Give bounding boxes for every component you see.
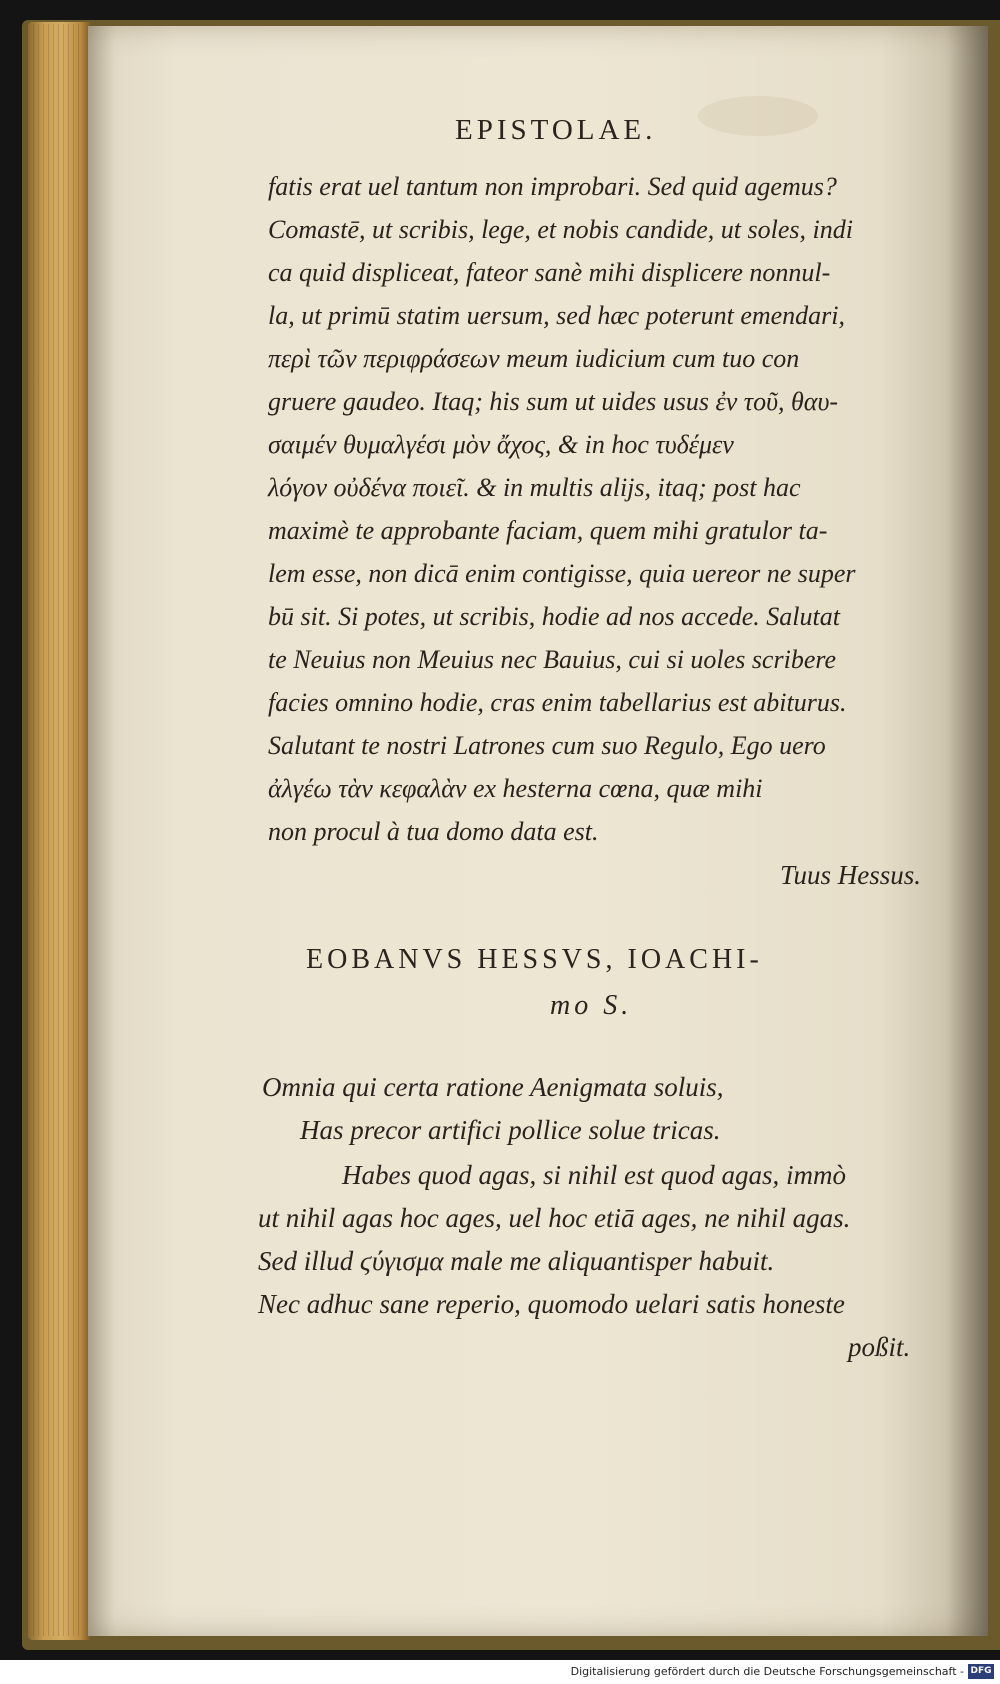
letter-line: σαιμέν θυμαλγέσι μὸν ἄχος, & in hoc τυδέμεν [268,430,734,459]
letter-line: te Neuius non Meuius nec Bauius, cui si uoles scribere [268,645,837,674]
letter-line: ἀλγέω τὰν κεφαλὰν ex hesterna cœna, quæ mihi [268,774,763,803]
letter-line: fatis erat uel tantum non improbari. Sed quid agemus? [268,172,837,201]
footer-credit: Digitalisierung gefördert durch die Deutsche Forschungsgemeinschaft - [570,1665,964,1678]
letter-line: λόγον οὐδένα ποιεῖ. & in multis alijs, itaq; post hac [268,473,801,502]
prose-line: Sed illud ϛύγισμα male me aliquantisper habuit. [258,1246,775,1276]
prose-line: Nec adhuc sane reperio, quomodo uelari satis honeste [258,1289,845,1319]
letter-line: ca quid displiceat, fateor sanè mihi displicere nonnul- [268,258,831,287]
letter-line: bū sit. Si potes, ut scribis, hodie ad nos accede. Salutat [268,602,840,631]
page-edge-lines [33,24,83,1636]
prose-line: Habes quod agas, si nihil est quod agas, immò [342,1160,847,1190]
letter-heading: EOBANVS HESSVS, IOACHI- [306,944,763,975]
letter-line: non procul à tua domo data est. [268,817,599,846]
letter-line: la, ut primū statim uersum, sed hæc poterunt emendari, [268,301,846,330]
letter-heading-continued: mo S. [550,990,633,1021]
running-header: EPISTOLAE. [455,114,657,146]
verse-line: Has precor artifici pollice solue tricas. [300,1115,721,1145]
letter-line: Salutant te nostri Latrones cum suo Regulo, Ego uero [268,731,826,760]
letter-line: lem esse, non dicā enim contigisse, quia uereor ne super [268,559,856,588]
letter-line: gruere gaudeo. Itaq; his sum ut uides usus ἐν τοῦ, θαυ- [268,387,839,416]
letter-line: Comastē, ut scribis, lege, et nobis candide, ut soles, indi [268,215,853,244]
spine-shadow [948,26,988,1636]
letter-line: maximè te approbante faciam, quem mihi gratulor ta- [268,516,828,545]
letter-line: facies omnino hodie, cras enim tabellarius est abiturus. [268,688,847,717]
dfg-logo-icon: DFG [968,1664,994,1679]
footer-bar [0,1660,1000,1684]
prose-line: poßit. [848,1332,911,1362]
paper-stain [698,96,818,136]
verse-line: Omnia qui certa ratione Aenigmata soluis, [262,1072,724,1102]
signature: Tuus Hessus. [780,860,922,890]
prose-line: ut nihil agas hoc ages, uel hoc etiā ages, ne nihil agas. [258,1203,851,1233]
letter-line: περὶ τῶν περιφράσεων meum iudicium cum tuo con [268,344,800,373]
